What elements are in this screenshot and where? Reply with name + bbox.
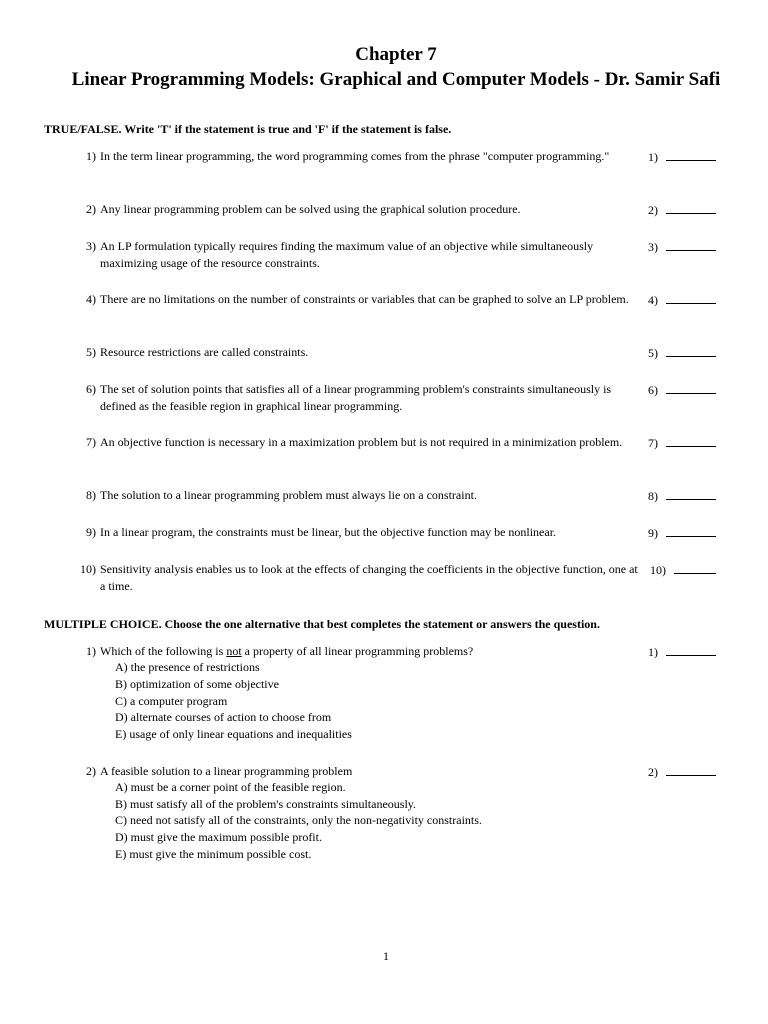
tf-answer-blank-5[interactable]	[640, 344, 716, 362]
tf-answer-blank-8[interactable]	[640, 487, 716, 505]
answer-line[interactable]	[674, 561, 716, 574]
answer-line[interactable]	[666, 148, 716, 161]
answer-number: 6)	[648, 383, 658, 397]
question-text: Any linear programming problem can be solved using the graphical solution procedure.	[100, 202, 521, 216]
page-header	[0, 42, 768, 92]
answer-number: 7)	[648, 436, 658, 450]
question-number: 1)	[86, 149, 96, 163]
question-number: 2)	[86, 764, 96, 778]
question-number: 9)	[86, 525, 96, 539]
mc-option-e: E) usage of only linear equations and inequalities	[115, 727, 352, 741]
question-text: An LP formulation typically requires finding the maximum value of an objective while simultaneously maximizing usage of the resource constraints.	[100, 239, 594, 270]
answer-number: 5)	[648, 346, 658, 360]
mc-answer-blank-1[interactable]	[640, 643, 716, 661]
answer-line[interactable]	[666, 763, 716, 776]
mc-option-b: B) must satisfy all of the problem's constraints simultaneously.	[115, 797, 417, 811]
answer-line[interactable]	[666, 487, 716, 500]
tf-answer-blank-1[interactable]	[640, 148, 716, 166]
page-number: 1	[383, 949, 389, 963]
question-text: There are no limitations on the number of constraints or variables that can be graphed to solve an LP problem.	[100, 292, 629, 306]
tf-answer-blank-10[interactable]	[640, 561, 716, 579]
emphasis-not: not	[226, 644, 242, 658]
answer-line[interactable]	[666, 344, 716, 357]
question-number: 7)	[86, 435, 96, 449]
question-number: 3)	[86, 239, 96, 253]
mc-option-c: C) need not satisfy all of the constraints, only the non-negativity constraints.	[115, 813, 482, 827]
answer-line[interactable]	[666, 643, 716, 656]
answer-line[interactable]	[666, 381, 716, 394]
question-text: A feasible solution to a linear programming problem	[100, 764, 353, 778]
answer-line[interactable]	[666, 238, 716, 251]
question-number: 4)	[86, 292, 96, 306]
answer-number: 2)	[648, 203, 658, 217]
answer-number: 9)	[648, 526, 658, 540]
mc-answer-blank-2[interactable]	[640, 763, 716, 781]
question-number: 8)	[86, 488, 96, 502]
answer-number: 2)	[648, 765, 658, 779]
chapter-title: Chapter 7	[355, 44, 437, 65]
document-title: Linear Programming Models: Graphical and Computer Models - Dr. Samir Safi	[71, 69, 721, 90]
answer-line[interactable]	[666, 524, 716, 537]
answer-number: 8)	[648, 489, 658, 503]
question-number: 6)	[86, 382, 96, 396]
question-text: Which of the following is not a property of all linear programming problems?	[100, 644, 474, 658]
tf-answer-blank-4[interactable]	[640, 291, 716, 309]
question-number: 10)	[80, 562, 96, 576]
answer-number: 1)	[648, 150, 658, 164]
mc-option-d: D) alternate courses of action to choose from	[115, 710, 332, 724]
question-text: An objective function is necessary in a maximization problem but is not required in a minimization problem.	[100, 435, 623, 449]
tf-answer-blank-9[interactable]	[640, 524, 716, 542]
answer-number: 10)	[650, 563, 666, 577]
question-number: 1)	[86, 644, 96, 658]
question-text: Resource restrictions are called constraints.	[100, 345, 309, 359]
mc-option-e: E) must give the minimum possible cost.	[115, 847, 312, 861]
question-text: The set of solution points that satisfies all of a linear programming problem's constraints simultaneously is defined as the feasible region in graphical linear programming.	[100, 382, 612, 413]
tf-answer-blank-3[interactable]	[640, 238, 716, 256]
mc-option-b: B) optimization of some objective	[115, 677, 279, 691]
answer-number: 1)	[648, 645, 658, 659]
tf-section-heading: TRUE/FALSE. Write 'T' if the statement is true and 'F' if the statement is false.	[44, 122, 452, 136]
answer-number: 3)	[648, 240, 658, 254]
tf-answer-blank-2[interactable]	[640, 201, 716, 219]
tf-answer-blank-7[interactable]	[640, 434, 716, 452]
question-text: In a linear program, the constraints must be linear, but the objective function may be nonlinear.	[100, 525, 557, 539]
answer-number: 4)	[648, 293, 658, 307]
mc-option-a: A) the presence of restrictions	[115, 660, 260, 674]
question-text: In the term linear programming, the word programming comes from the phrase "computer programming."	[100, 149, 610, 163]
answer-line[interactable]	[666, 291, 716, 304]
question-number: 5)	[86, 345, 96, 359]
mc-section-heading: MULTIPLE CHOICE. Choose the one alternative that best completes the statement or answers the question.	[44, 617, 600, 631]
question-number: 2)	[86, 202, 96, 216]
question-text: The solution to a linear programming problem must always lie on a constraint.	[100, 488, 477, 502]
question-text: Sensitivity analysis enables us to look at the effects of changing the coefficients in the objective function, one at a time.	[100, 562, 638, 593]
mc-option-c: C) a computer program	[115, 694, 228, 708]
tf-answer-blank-6[interactable]	[640, 381, 716, 399]
answer-line[interactable]	[666, 201, 716, 214]
mc-option-d: D) must give the maximum possible profit.	[115, 830, 322, 844]
answer-line[interactable]	[666, 434, 716, 447]
mc-option-a: A) must be a corner point of the feasible region.	[115, 780, 346, 794]
